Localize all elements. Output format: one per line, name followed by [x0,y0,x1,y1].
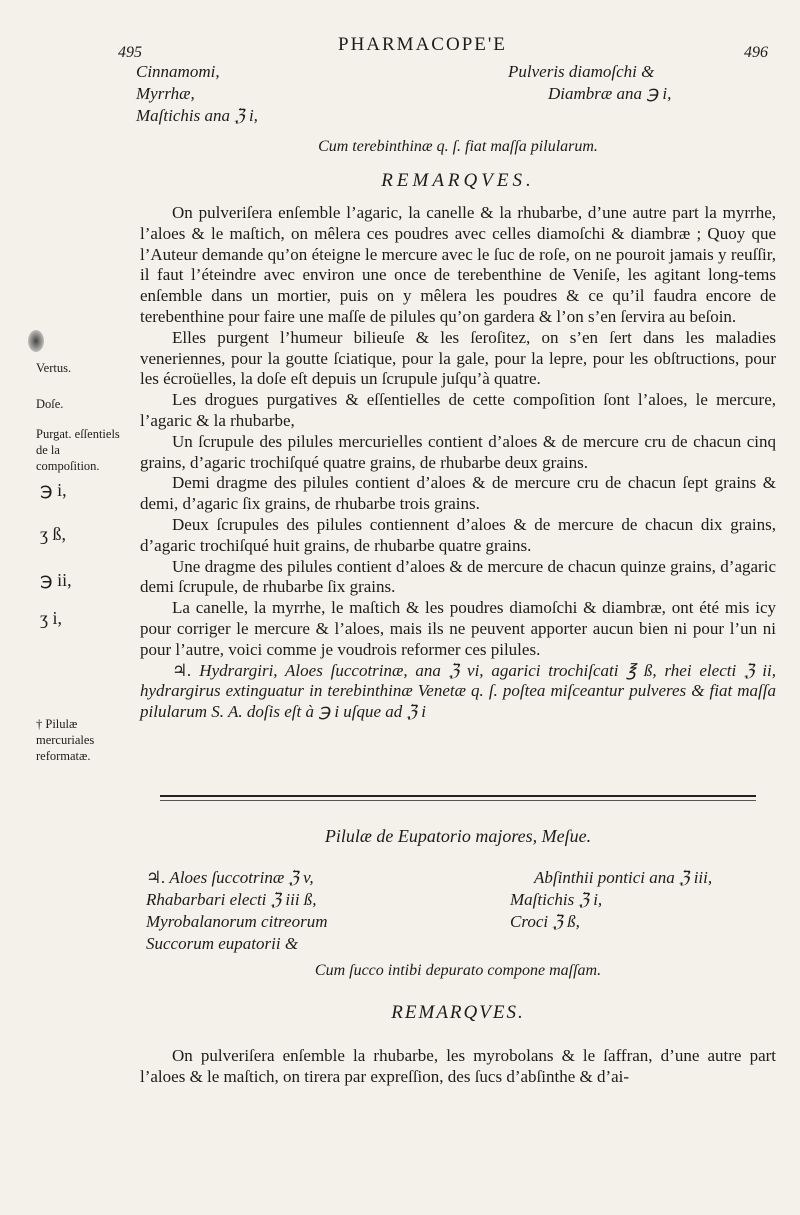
remarks-body [140,203,776,723]
separator-rule [160,795,756,797]
ingredient-line: Croci ℨ ß, [510,912,580,931]
ingredient-line: Cinnamomi, [136,62,220,81]
remarks-body [140,1046,776,1088]
ingredient-line: Myrobalanorum citreorum [146,912,328,931]
remarques-heading: REMARQVES. [391,1002,525,1023]
ingredient-line: Succorum eupatorii & [146,934,299,953]
ingredient-line: Pulveris diamoſchi & [508,62,655,81]
margin-note-dose: Doſe. [36,397,64,411]
ingredient-line: Diambræ ana ℈ i, [548,84,672,103]
remarques-heading: REMARQVES. [381,170,535,191]
running-title: PHARMACOPE'E [338,34,507,55]
ingredient-line: Rhabarbari electi ℨ iii ß, [146,890,317,909]
margin-note-purgat: Purgat. eſſentiels de la compoſition. [36,427,120,473]
margin-symbol: ʒ i, [40,608,62,628]
prescription-paragraph: ♃. Hydrargiri, Aloes ſuccotrinæ, ana ℨ vi, agarici trochiſcati ℥ ß, rhei electi ℨ ii, hydrargirus extinguatur in terebinthinæ Venetæ q. ſ. poſtea miſceantur pulveres & fiat maſſa pilularum S. A. doſis eſt à ℈ i uſque ad ℨ i [140,660,776,722]
ingredient-line: Maſtichis ana ℨ i, [136,106,258,125]
paragraph: La canelle, la myrrhe, le maſtich & les poudres diamoſchi & diambræ, ont été mis icy pour corriger le mercure & l’aloes, mais ils ne peuvent apporter aucun bien ni pour l’un ni pour l’autre, voici comme je voudrois reformer ces pilules. [140,598,776,659]
ingredient-line: Maſtichis ℨ i, [510,890,603,909]
ingredient-line: Myrrhæ, [136,84,195,103]
paragraph: On pulveriſera enſemble la rhubarbe, les myrobolans & le ſaffran, d’une autre part l’aloes & le maſtich, on tirera par expreſſion, des ſucs d’abſinthe & d’ai- [140,1046,776,1086]
ink-blot [28,330,44,352]
margin-symbol: ʒ ß, [40,524,66,544]
paragraph: Un ſcrupule des pilules mercurielles contient d’aloes & de mercure cru de chacun cinq grains, d’agaric trochiſqué quatre grains, de rhubarbe deux grains. [140,431,776,472]
margin-symbol: ℈ ii, [40,570,72,590]
ingredient-line: Abſinthii pontici ana ℨ iii, [534,868,713,887]
paragraph: On pulveriſera enſemble l’agaric, la canelle & la rhubarbe, d’une autre part la myrrhe, l’aloes & le maſtich, on mêlera ces poudres avec celles diamoſchi & diambræ ; Quoy que l’Auteur demande qu’on éteigne le mercure avec le ſuc de roſe, on ne pouroit jamais y reuſſir, il faut l’éteindre avec environ une once de terebenthine de Veniſe, les agitant long-tems enſemble dans un mortier, puis on y mêlera les poudres & ce qu’il faudra encore de terebenthine pour faire une maſſe de pilules qu’on gardera & l’on s’en ſervira au beſoin. [140,203,776,326]
paragraph: Deux ſcrupules des pilules contiennent d’aloes & de mercure de chacun dix grains, d’agaric trochiſqué huit grains, de rhubarbe quatre grains. [140,514,776,555]
margin-note-pilulae: † Pilulæ mercuriales reformatæ. [36,717,95,763]
paragraph: Demi dragme des pilules contient d’aloes & de mercure cru de chacun ſept grains & demi, d’agaric ſix grains, de rhubarbe trois grains. [140,473,776,514]
formula-line: Cum terebinthinæ q. ſ. fiat maſſa pilularum. [318,138,598,155]
page-number-left: 495 [118,44,142,61]
formula-line: Cum ſucco intibi depurato compone maſſam. [314,962,602,979]
section-title: Pilulæ de Eupatorio majores, Meſue. [324,826,592,846]
paragraph: Une dragme des pilules contient d’aloes & de mercure de chacun quinze grains, d’agaric demi ſcrupule, de rhubarbe ſix grains. [140,556,776,597]
margin-note-vertus: Vertus. [36,361,72,375]
margin-symbol: ℈ i, [40,480,67,500]
ingredient-line: ♃. Aloes ſuccotrinæ ℨ v, [146,868,314,887]
page-number-right: 496 [744,44,768,61]
separator-rule [160,800,756,801]
paragraph: Les drogues purgatives & eſſentielles de cette compoſition ſont l’aloes, le mercure, l’agaric & la rhubarbe, [140,390,776,430]
paragraph: Elles purgent l’humeur bilieuſe & les ſeroſitez, on s’en ſert dans les maladies veneriennes, pour la goutte ſciatique, pour la gale, pour la lepre, pour les obſtructions, pour les écroüelles, la doſe eſt depuis un ſcrupule juſqu’à quatre. [140,327,776,389]
